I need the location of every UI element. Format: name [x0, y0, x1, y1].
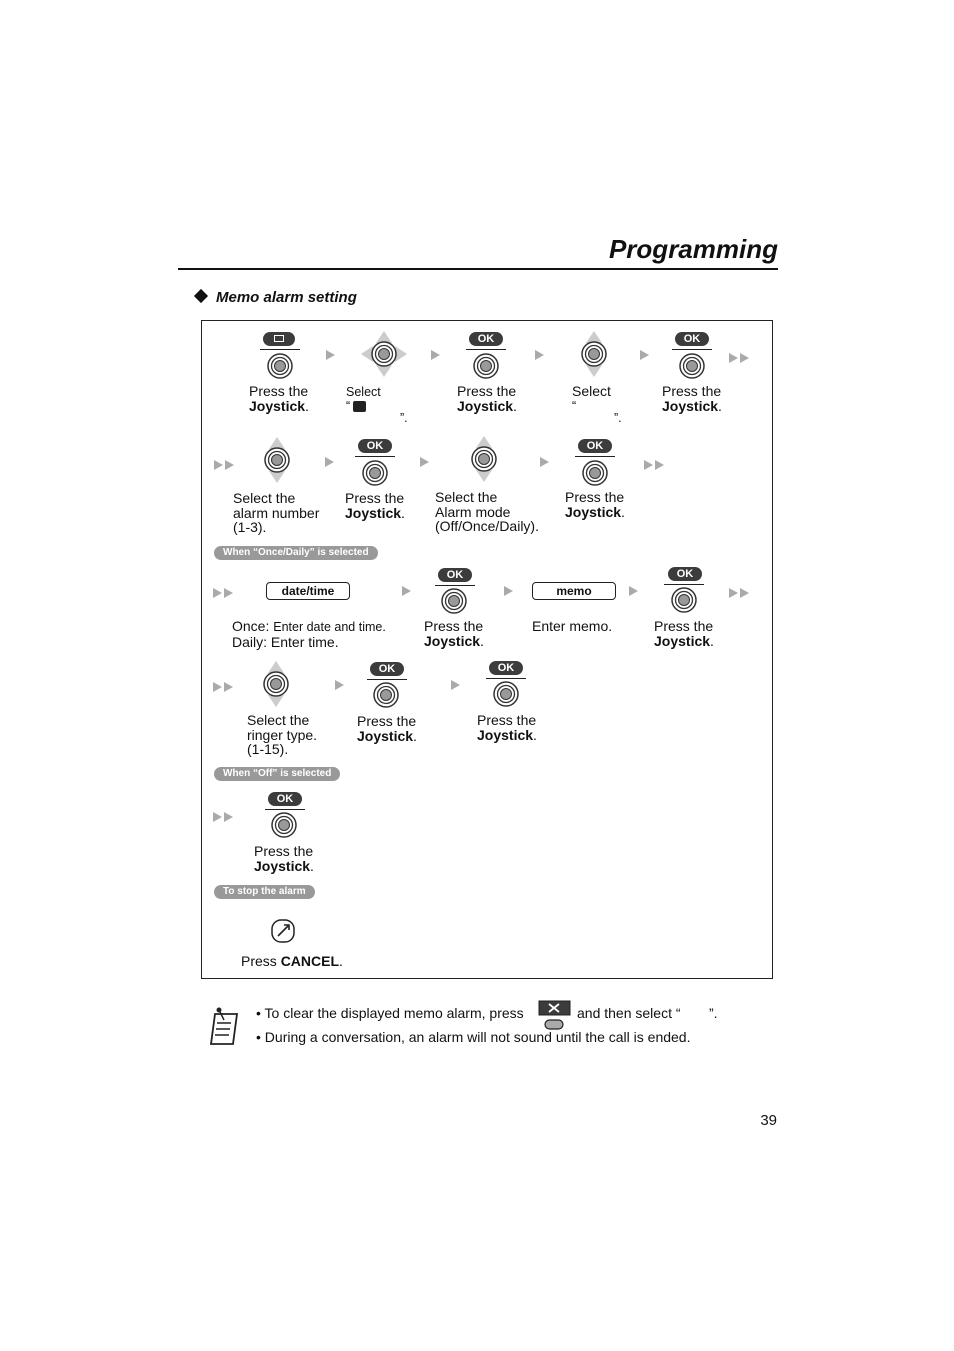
joystick-icon [671, 587, 697, 613]
ok-key-icon: OK [668, 567, 702, 581]
arrow-icon [540, 457, 549, 467]
step-caption: Press the Joystick. [654, 618, 714, 649]
ok-key-icon: OK [578, 439, 612, 453]
ok-key-icon: OK [438, 568, 472, 582]
joystick-icon [582, 460, 608, 486]
joystick-updown-icon [461, 436, 507, 482]
key-underline [435, 585, 475, 586]
step-caption: Press CANCEL. [241, 953, 343, 969]
memo-key: memo [532, 582, 616, 600]
procedure-frame [201, 320, 773, 979]
note-line-1-end: and then select “ [577, 1005, 681, 1021]
key-underline [466, 349, 506, 350]
step-caption: Press the Joystick. [662, 383, 722, 414]
arrow-icon [535, 350, 544, 360]
ok-key-icon: OK [358, 439, 392, 453]
diamond-bullet-icon [194, 289, 208, 303]
key-underline [355, 456, 395, 457]
key-underline [367, 679, 407, 680]
arrow-icon [335, 680, 344, 690]
condition-label-stop: To stop the alarm [214, 885, 315, 899]
joystick-4way-icon [361, 331, 407, 377]
key-underline [265, 809, 305, 810]
note-line-2: • During a conversation, an alarm will not sound until the call is ended. [256, 1029, 691, 1045]
memo-edit-icon [353, 401, 366, 412]
note-line-1-quote: ”. [709, 1005, 718, 1021]
step-caption: Press the Joystick. [424, 618, 484, 649]
ok-key-icon: OK [370, 662, 404, 676]
ok-key-icon: OK [675, 332, 709, 346]
ok-key-icon: OK [469, 332, 503, 346]
arrow-icon [326, 350, 335, 360]
key-underline [575, 456, 615, 457]
joystick-updown-icon [253, 661, 299, 707]
arrow-icon [420, 457, 429, 467]
joystick-updown-icon [254, 437, 300, 483]
clear-key-icon [538, 1000, 571, 1032]
step-caption: Select [572, 383, 611, 399]
ok-key-icon: OK [268, 792, 302, 806]
double-arrow-icon [213, 679, 237, 691]
step-caption: Press the Joystick. [249, 383, 309, 414]
step-caption: Press the Joystick. [345, 490, 405, 521]
key-underline [664, 584, 704, 585]
step-caption: Press the Joystick. [477, 712, 537, 743]
step-caption: Press the Joystick. [254, 843, 314, 874]
condition-label-off: When “Off” is selected [214, 767, 340, 781]
step-caption: Select [346, 385, 381, 399]
step-caption: Select the ringer type. (1-15). [247, 712, 318, 757]
key-underline [486, 678, 526, 679]
double-arrow-icon [729, 585, 753, 597]
joystick-icon [271, 812, 297, 838]
page-number: 39 [760, 1112, 777, 1129]
arrow-icon [402, 586, 411, 596]
note-line-1-start: • To clear the displayed memo alarm, press [256, 1005, 524, 1021]
step-caption: “ [346, 399, 351, 413]
arrow-icon [451, 680, 460, 690]
joystick-icon [493, 681, 519, 707]
section-title: Memo alarm setting [192, 289, 357, 306]
double-arrow-icon [644, 457, 668, 469]
double-arrow-icon [214, 457, 238, 469]
step-caption: Press the Joystick. [357, 713, 417, 744]
ok-key-icon: OK [489, 661, 523, 675]
arrow-icon [629, 586, 638, 596]
note-icon [205, 1006, 245, 1048]
cancel-key-icon [270, 918, 296, 944]
arrow-icon [640, 350, 649, 360]
step-caption: “ [572, 399, 577, 413]
arrow-icon [325, 457, 334, 467]
step-caption: Enter memo. [532, 618, 613, 634]
joystick-icon [362, 460, 388, 486]
double-arrow-icon [213, 809, 237, 821]
menu-key-icon [263, 332, 295, 346]
date-time-key: date/time [266, 582, 350, 600]
arrow-icon [504, 586, 513, 596]
arrow-icon [431, 350, 440, 360]
joystick-icon [373, 682, 399, 708]
key-underline [672, 349, 712, 350]
header-rule [178, 268, 778, 270]
double-arrow-icon [729, 350, 753, 362]
page-header-title: Programming [608, 234, 778, 264]
step-caption: Select the Alarm mode (Off/Once/Daily). [435, 489, 539, 534]
joystick-updown-icon [571, 331, 617, 377]
step-caption: Press the Joystick. [565, 489, 625, 520]
step-caption: Press the Joystick. [457, 383, 517, 414]
joystick-icon [267, 353, 293, 379]
step-caption: ”. [614, 411, 622, 425]
step-caption: Once: Enter date and time. Daily: Enter time. [232, 618, 386, 650]
joystick-icon [473, 353, 499, 379]
condition-label-once-daily: When “Once/Daily” is selected [214, 546, 378, 560]
double-arrow-icon [213, 585, 237, 597]
joystick-icon [679, 353, 705, 379]
step-caption: ”. [400, 411, 408, 425]
joystick-icon [441, 588, 467, 614]
step-caption: Select the alarm number (1-3). [233, 490, 320, 535]
key-underline [260, 349, 300, 350]
